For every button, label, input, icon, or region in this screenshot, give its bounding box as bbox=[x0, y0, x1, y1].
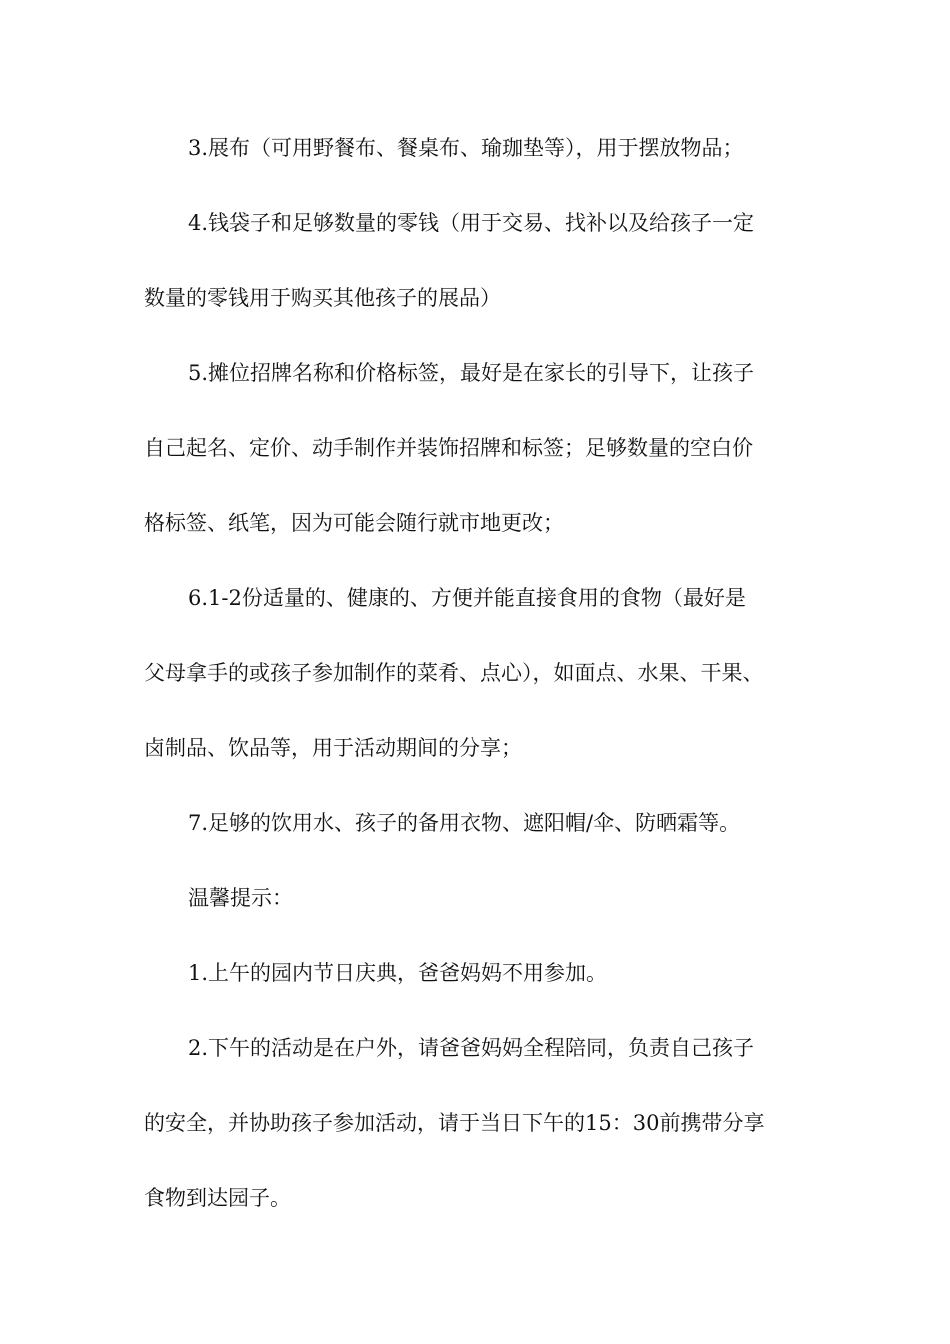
paragraph-line: 的安全，并协助孩子参加活动，请于当日下午的15：30前携带分享 bbox=[144, 1111, 765, 1135]
paragraph-item-7 bbox=[144, 805, 824, 843]
line-spacer bbox=[144, 1143, 824, 1181]
paragraph-spacer bbox=[144, 993, 824, 1031]
line-spacer bbox=[144, 393, 824, 431]
line-spacer bbox=[144, 468, 824, 506]
paragraph-tip-2 bbox=[144, 1030, 824, 1218]
paragraph-line: 食物到达园子。 bbox=[144, 1186, 291, 1210]
paragraph-line: 3.展布（可用野餐布、餐桌布、瑜珈垫等），用于摆放物品； bbox=[188, 136, 744, 160]
paragraph-item-6 bbox=[144, 580, 824, 768]
paragraph-line: 父母拿手的或孩子参加制作的菜肴、点心），如面点、水果、干果、 bbox=[144, 661, 764, 685]
paragraph-line: 格标签、纸笔，因为可能会随行就市地更改； bbox=[144, 511, 564, 535]
paragraph-spacer bbox=[144, 168, 824, 206]
paragraph-line: 7.足够的饮用水、孩子的备用衣物、遮阳帽/伞、防晒霜等。 bbox=[188, 811, 741, 835]
paragraph-item-4 bbox=[144, 205, 824, 318]
paragraph-item-5 bbox=[144, 355, 824, 543]
paragraph-line: 自己起名、定价、动手制作并装饰招牌和标签；足够数量的空白价 bbox=[144, 436, 753, 460]
paragraph-tip-1 bbox=[144, 955, 824, 993]
paragraph-line: 数量的零钱用于购买其他孩子的展品） bbox=[144, 286, 501, 310]
paragraph-item-3 bbox=[144, 130, 824, 168]
paragraph-line: 卤制品、饮品等，用于活动期间的分享； bbox=[144, 736, 522, 760]
paragraph-spacer bbox=[144, 768, 824, 806]
document-body bbox=[144, 130, 824, 1218]
paragraph-tip-heading bbox=[144, 880, 824, 918]
line-spacer bbox=[144, 243, 824, 281]
paragraph-spacer bbox=[144, 843, 824, 881]
line-spacer bbox=[144, 693, 824, 731]
line-spacer bbox=[144, 618, 824, 656]
paragraph-spacer bbox=[144, 318, 824, 356]
paragraph-line: 4.钱袋子和足够数量的零钱（用于交易、找补以及给孩子一定 bbox=[188, 211, 755, 235]
paragraph-spacer bbox=[144, 918, 824, 956]
line-spacer bbox=[144, 1068, 824, 1106]
paragraph-line: 温馨提示： bbox=[188, 886, 293, 910]
paragraph-line: 5.摊位招牌名称和价格标签，最好是在家长的引导下，让孩子 bbox=[188, 361, 755, 385]
paragraph-spacer bbox=[144, 543, 824, 581]
paragraph-line: 6.1-2份适量的、健康的、方便并能直接食用的食物（最好是 bbox=[188, 586, 746, 610]
paragraph-line: 2.下午的活动是在户外，请爸爸妈妈全程陪同，负责自己孩子 bbox=[188, 1036, 755, 1060]
paragraph-line: 1.上午的园内节日庆典，爸爸妈妈不用参加。 bbox=[188, 961, 608, 985]
